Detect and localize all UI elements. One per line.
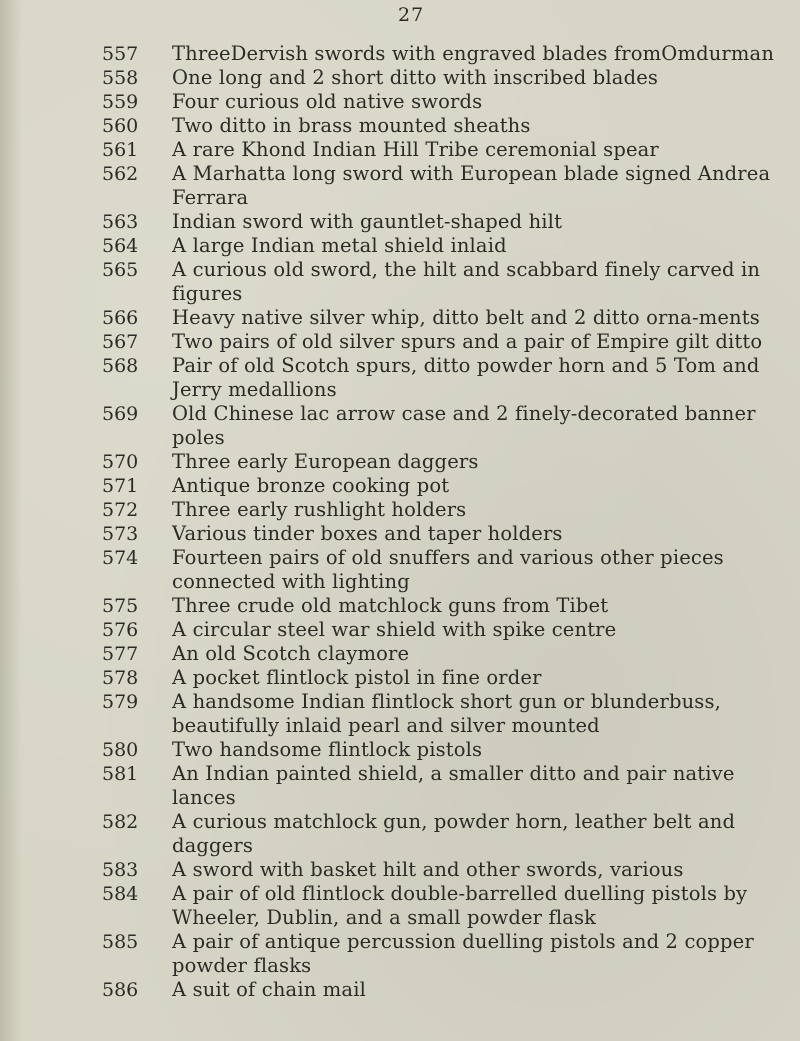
lot-entry: [0, 210, 800, 234]
lot-description: Heavy native silver whip, ditto belt and 2 ditto orna-ments: [172, 306, 760, 329]
lot-entry: [0, 66, 800, 90]
lot-description: Two ditto in brass mounted sheaths: [172, 114, 531, 137]
lot-number: 575: [102, 595, 139, 617]
lot-description: Fourteen pairs of old snuffers and various other pieces connected with lighting: [172, 546, 724, 593]
lot-number: 558: [102, 67, 139, 89]
lot-description: Two pairs of old silver spurs and a pair of Empire gilt ditto: [172, 330, 763, 353]
lot-entry: [0, 618, 800, 642]
lot-number: 586: [102, 979, 139, 1001]
lot-description: Three early rushlight holders: [172, 498, 467, 521]
lot-number: 578: [102, 667, 139, 689]
lot-number: 566: [102, 307, 139, 329]
lot-entry: [0, 546, 800, 594]
lot-entry: [0, 594, 800, 618]
lot-entry: [0, 258, 800, 306]
lot-entry: [0, 810, 800, 858]
lot-number: 573: [102, 523, 139, 545]
lot-description: A circular steel war shield with spike centre: [172, 618, 617, 641]
lot-description: Three early European daggers: [172, 450, 479, 473]
page-number: 27: [398, 4, 425, 26]
lot-number: 564: [102, 235, 139, 257]
lot-number: 567: [102, 331, 139, 353]
lot-entry: [0, 402, 800, 450]
lot-number: 572: [102, 499, 139, 521]
lot-entry: [0, 354, 800, 402]
lot-entry: [0, 762, 800, 810]
lot-description: A sword with basket hilt and other swords, various: [172, 858, 684, 881]
lot-entry: [0, 522, 800, 546]
lot-entry: [0, 90, 800, 114]
lot-description: A Marhatta long sword with European blade signed Andrea Ferrara: [172, 162, 771, 209]
lot-entry: [0, 138, 800, 162]
lot-entry: [0, 234, 800, 258]
lot-description: Old Chinese lac arrow case and 2 finely-decorated banner poles: [172, 402, 756, 449]
lot-number: 560: [102, 115, 139, 137]
lot-description: A pair of antique percussion duelling pistols and 2 copper powder flasks: [172, 930, 754, 977]
lot-description: Various tinder boxes and taper holders: [172, 522, 563, 545]
lot-number: 562: [102, 163, 139, 185]
lot-entry: [0, 42, 800, 66]
lot-entry: [0, 690, 800, 738]
lot-number: 582: [102, 811, 139, 833]
lot-entry: [0, 882, 800, 930]
lot-number: 557: [102, 43, 139, 65]
lot-description: Pair of old Scotch spurs, ditto powder horn and 5 Tom and Jerry medallions: [172, 354, 760, 401]
lot-number: 570: [102, 451, 139, 473]
lot-description: A curious matchlock gun, powder horn, leather belt and daggers: [172, 810, 736, 857]
lot-number: 574: [102, 547, 139, 569]
lot-entry: [0, 978, 800, 1002]
lot-entry: [0, 858, 800, 882]
lot-description: A suit of chain mail: [172, 978, 366, 1001]
lot-description: A pair of old flintlock double-barrelled duelling pistols by Wheeler, Dublin, and a small powder flask: [172, 882, 748, 929]
lot-number: 576: [102, 619, 139, 641]
lot-number: 584: [102, 883, 139, 905]
lot-description: A large Indian metal shield inlaid: [172, 234, 507, 257]
lot-description: Three crude old matchlock guns from Tibet: [172, 594, 609, 617]
lot-number: 561: [102, 139, 139, 161]
lot-entry: [0, 114, 800, 138]
lot-number: 571: [102, 475, 139, 497]
lot-entry: [0, 930, 800, 978]
lot-entry: [0, 330, 800, 354]
lot-description: Antique bronze cooking pot: [172, 474, 450, 497]
lot-number: 581: [102, 763, 139, 785]
lot-description: Indian sword with gauntlet-shaped hilt: [172, 210, 563, 233]
lot-number: 585: [102, 931, 139, 953]
lot-number: 577: [102, 643, 139, 665]
lot-number: 583: [102, 859, 139, 881]
lot-number: 579: [102, 691, 139, 713]
lot-description: A curious old sword, the hilt and scabbard finely carved in figures: [172, 258, 761, 305]
lot-description: An Indian painted shield, a smaller ditto and pair native lances: [172, 762, 735, 809]
lot-entry: [0, 666, 800, 690]
lot-description: Two handsome flintlock pistols: [172, 738, 483, 761]
lot-entry: [0, 306, 800, 330]
lot-entry: [0, 450, 800, 474]
lot-number: 565: [102, 259, 139, 281]
lot-number: 569: [102, 403, 139, 425]
lot-entry: [0, 738, 800, 762]
lot-description: One long and 2 short ditto with inscribed blades: [172, 66, 659, 89]
lot-description: A rare Khond Indian Hill Tribe ceremonial spear: [172, 138, 659, 161]
lot-list: [0, 42, 800, 1002]
lot-description: ThreeDervish swords with engraved blades fromOmdurman: [172, 42, 775, 65]
lot-description: A handsome Indian flintlock short gun or blunderbuss, beautifully inlaid pearl and silver mounted: [172, 690, 721, 737]
lot-number: 568: [102, 355, 139, 377]
lot-entry: [0, 642, 800, 666]
lot-entry: [0, 162, 800, 210]
lot-number: 559: [102, 91, 139, 113]
lot-description: An old Scotch claymore: [172, 642, 410, 665]
lot-number: 580: [102, 739, 139, 761]
lot-entry: [0, 498, 800, 522]
lot-number: 563: [102, 211, 139, 233]
lot-description: Four curious old native swords: [172, 90, 483, 113]
lot-entry: [0, 474, 800, 498]
lot-description: A pocket flintlock pistol in fine order: [172, 666, 542, 689]
